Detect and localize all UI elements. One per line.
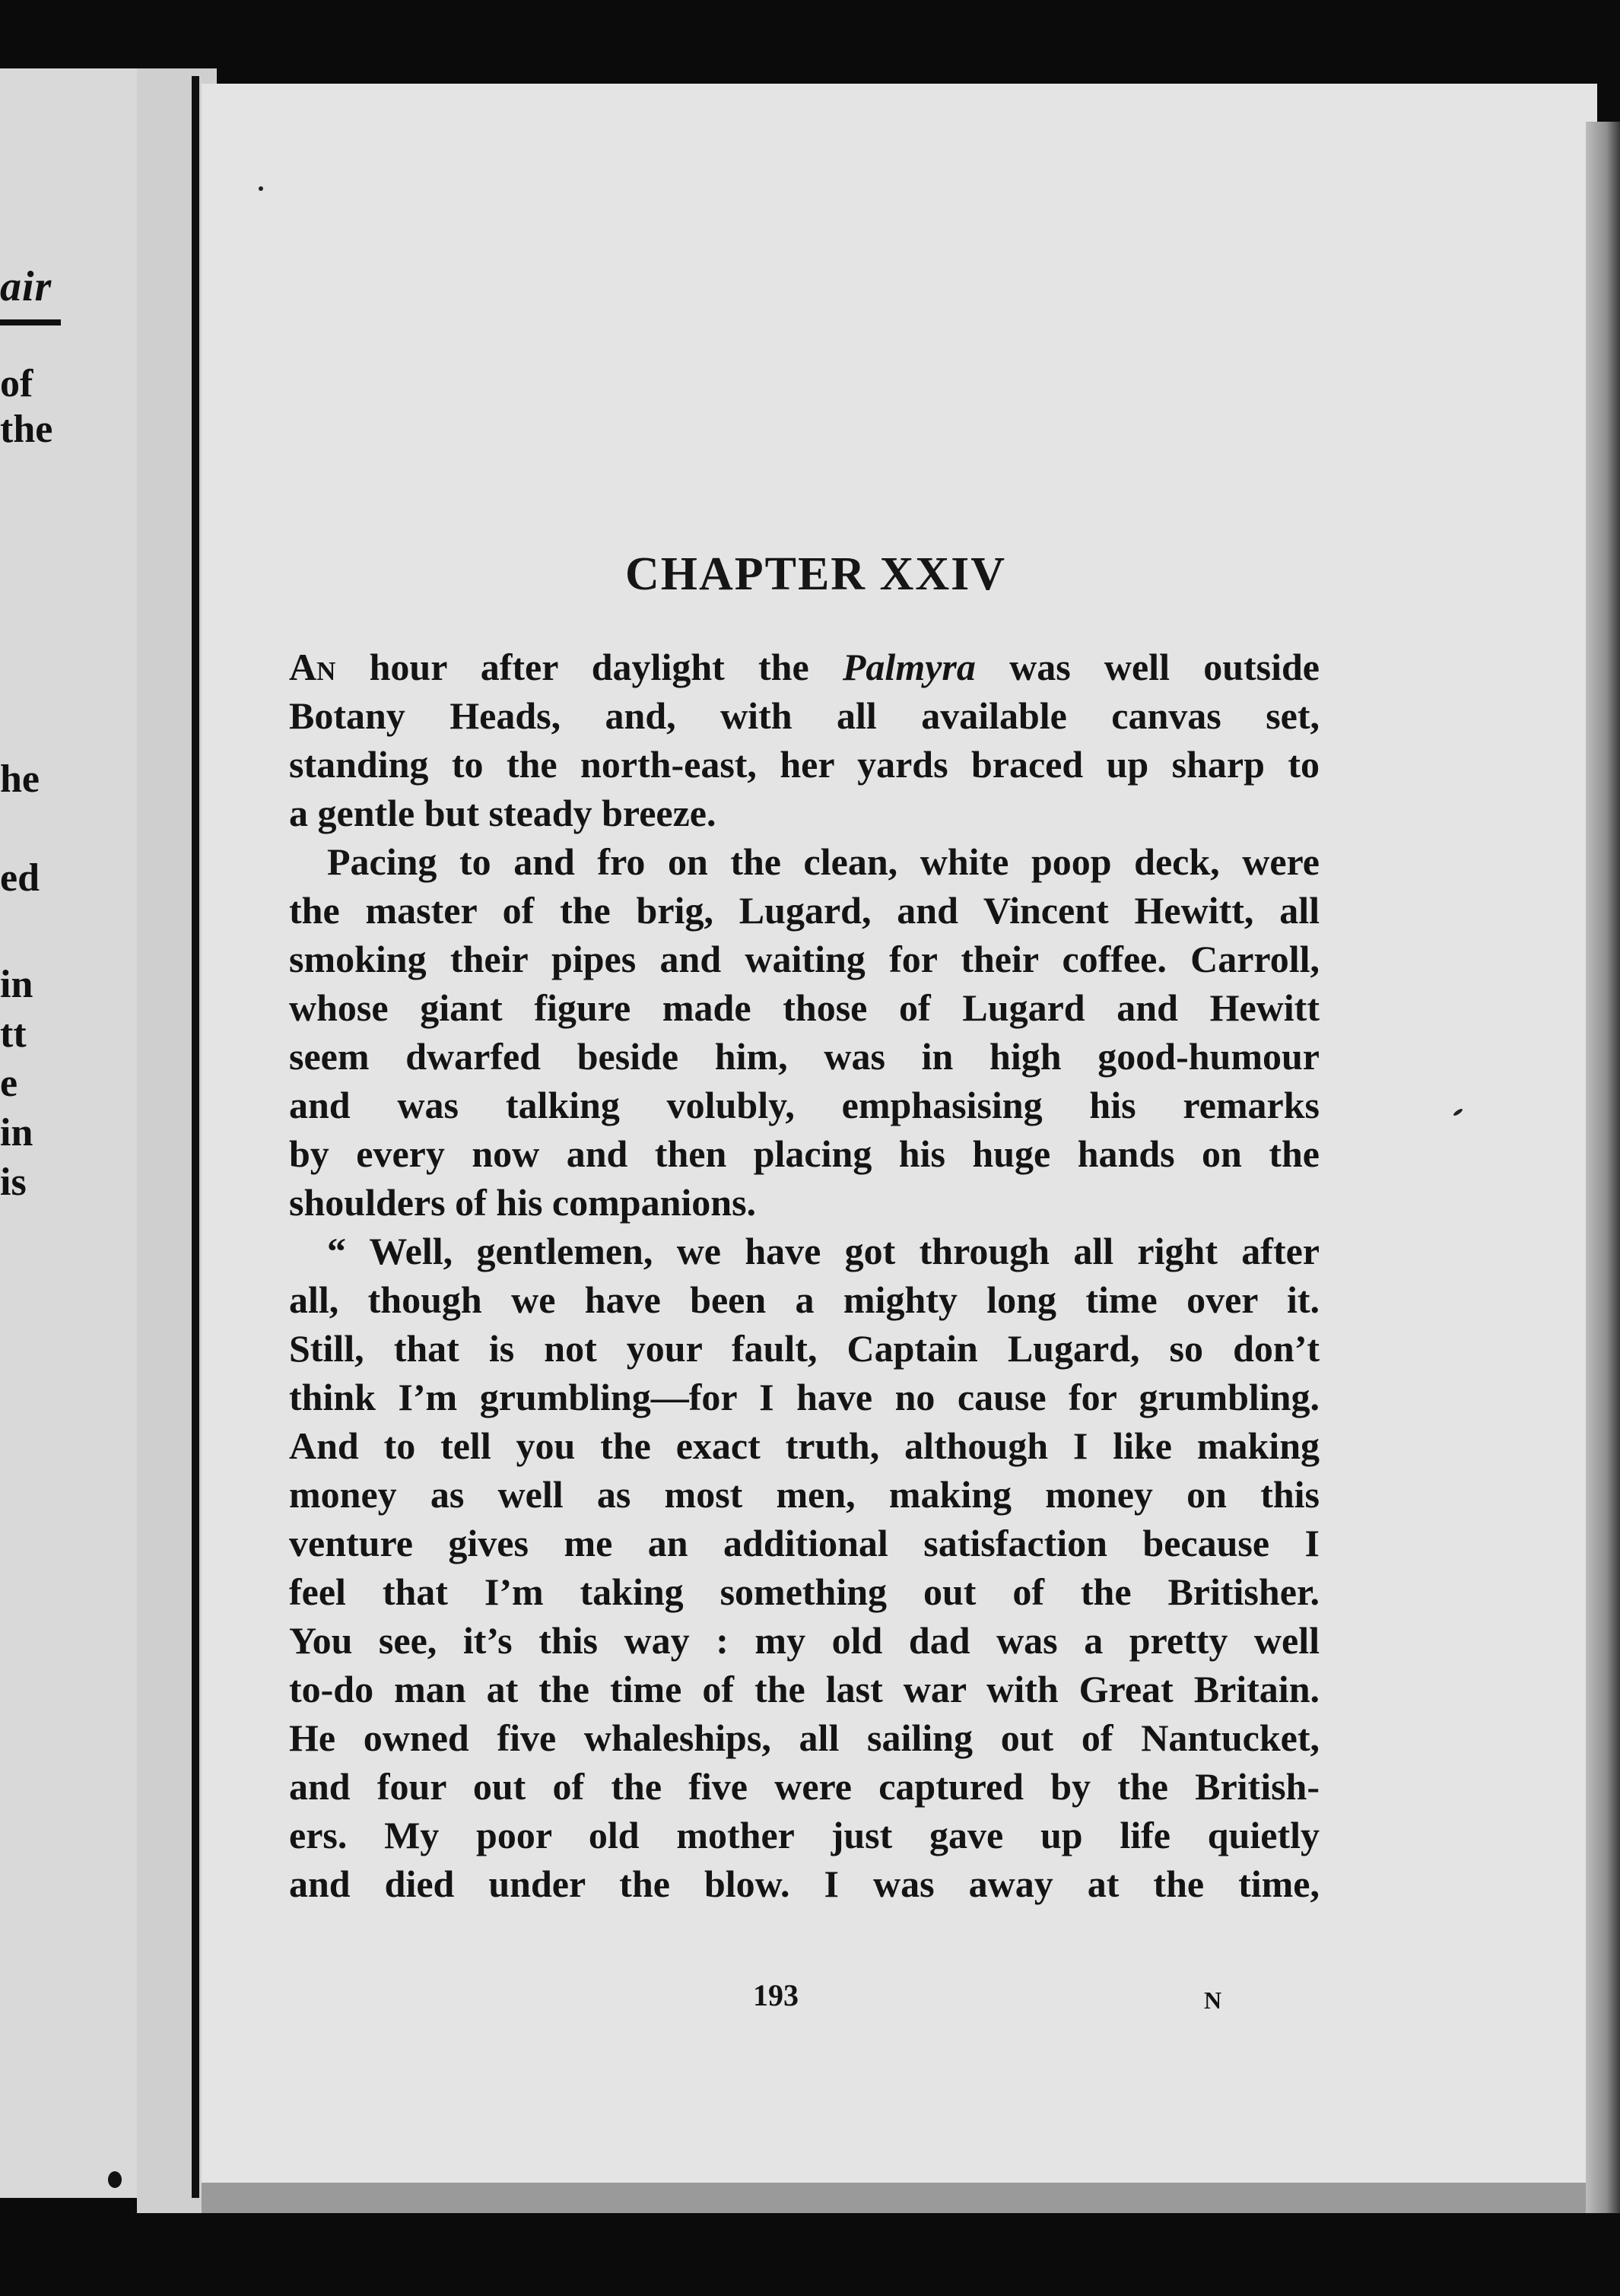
text-line: And to tell you the exact truth, although I like making: [289, 1424, 1320, 1467]
ship-name: Palmyra: [842, 646, 976, 688]
left-text-fragment: the: [0, 408, 53, 451]
text-line: feel that I’m taking something out of the Britisher.: [289, 1570, 1320, 1613]
text-line: He owned five whaleships, all sailing out of Nantucket,: [289, 1716, 1320, 1759]
text-line: all, though we have been a mighty long time over it.: [289, 1278, 1320, 1321]
left-text-fragment: in: [0, 963, 33, 1006]
text-line: a gentle but steady breeze.: [289, 792, 716, 834]
text-line: smoking their pipes and waiting for their coffee. Carroll,: [289, 938, 1320, 980]
left-text-fragment: ed: [0, 856, 40, 900]
paper-speck: [259, 186, 263, 191]
paragraph: [289, 643, 1320, 837]
page-stack-edge: [1586, 122, 1620, 2213]
drop-word: An: [289, 646, 336, 688]
signature-mark: N: [1204, 1986, 1222, 2014]
page-bottom-edge: [202, 2183, 1597, 2213]
gutter-speck: [108, 2171, 122, 2188]
text-line: by every now and then placing his huge hands on the: [289, 1132, 1320, 1175]
text-line: venture gives me an additional satisfaction because I: [289, 1522, 1320, 1564]
left-text-fragment: in: [0, 1111, 33, 1154]
left-text-fragment: tt: [0, 1012, 27, 1056]
chapter-title: CHAPTER XXIV: [624, 548, 1007, 600]
text-line: money as well as most men, making money on this: [289, 1473, 1320, 1516]
text-line: “ Well, gentlemen, we have got through all right after: [327, 1230, 1320, 1272]
text-line: and was talking volubly, emphasising his remarks: [289, 1084, 1320, 1126]
left-text-fragment: e: [0, 1062, 18, 1105]
left-text-fragment: is: [0, 1161, 27, 1204]
text-line: and four out of the five were captured by the British-: [289, 1765, 1320, 1808]
text-line: Still, that is not your fault, Captain Lugard, so don’t: [289, 1327, 1320, 1370]
body-text: [289, 643, 1320, 1908]
left-head-rule: [0, 319, 61, 326]
text-line: and died under the blow. I was away at the time,: [289, 1863, 1320, 1905]
text-line: standing to the north-east, her yards braced up sharp to: [289, 743, 1320, 786]
text-line: think I’m grumbling—for I have no cause for grumbling.: [289, 1376, 1320, 1418]
left-running-head: air: [0, 263, 52, 310]
text-line: to-do man at the time of the last war with Great Britain.: [289, 1668, 1320, 1710]
text-line: seem dwarfed beside him, was in high good-humour: [289, 1035, 1320, 1078]
text-line: shoulders of his companions.: [289, 1181, 757, 1224]
left-text-fragment: of: [0, 362, 33, 405]
text-line: Botany Heads, and, with all available canvas set,: [289, 694, 1320, 737]
paragraph: [289, 837, 1320, 1227]
gutter-fold-line: [192, 76, 199, 2198]
page-number: 193: [753, 1978, 799, 2012]
paragraph: [289, 1227, 1320, 1908]
text-span: was well outside: [975, 646, 1320, 688]
text-line: the master of the brig, Lugard, and Vincent Hewitt, all: [289, 889, 1320, 932]
text-line: whose giant figure made those of Lugard and Hewitt: [289, 986, 1320, 1029]
text-line: [289, 643, 1320, 691]
left-page: [0, 68, 137, 2198]
left-text-fragment: he: [0, 757, 40, 801]
text-line: You see, it’s this way : my old dad was a pretty well: [289, 1619, 1320, 1662]
text-line: Pacing to and fro on the clean, white poop deck, were: [327, 840, 1320, 883]
text-line: ers. My poor old mother just gave up life quietly: [289, 1814, 1320, 1856]
text-span: hour after daylight the: [335, 646, 843, 688]
